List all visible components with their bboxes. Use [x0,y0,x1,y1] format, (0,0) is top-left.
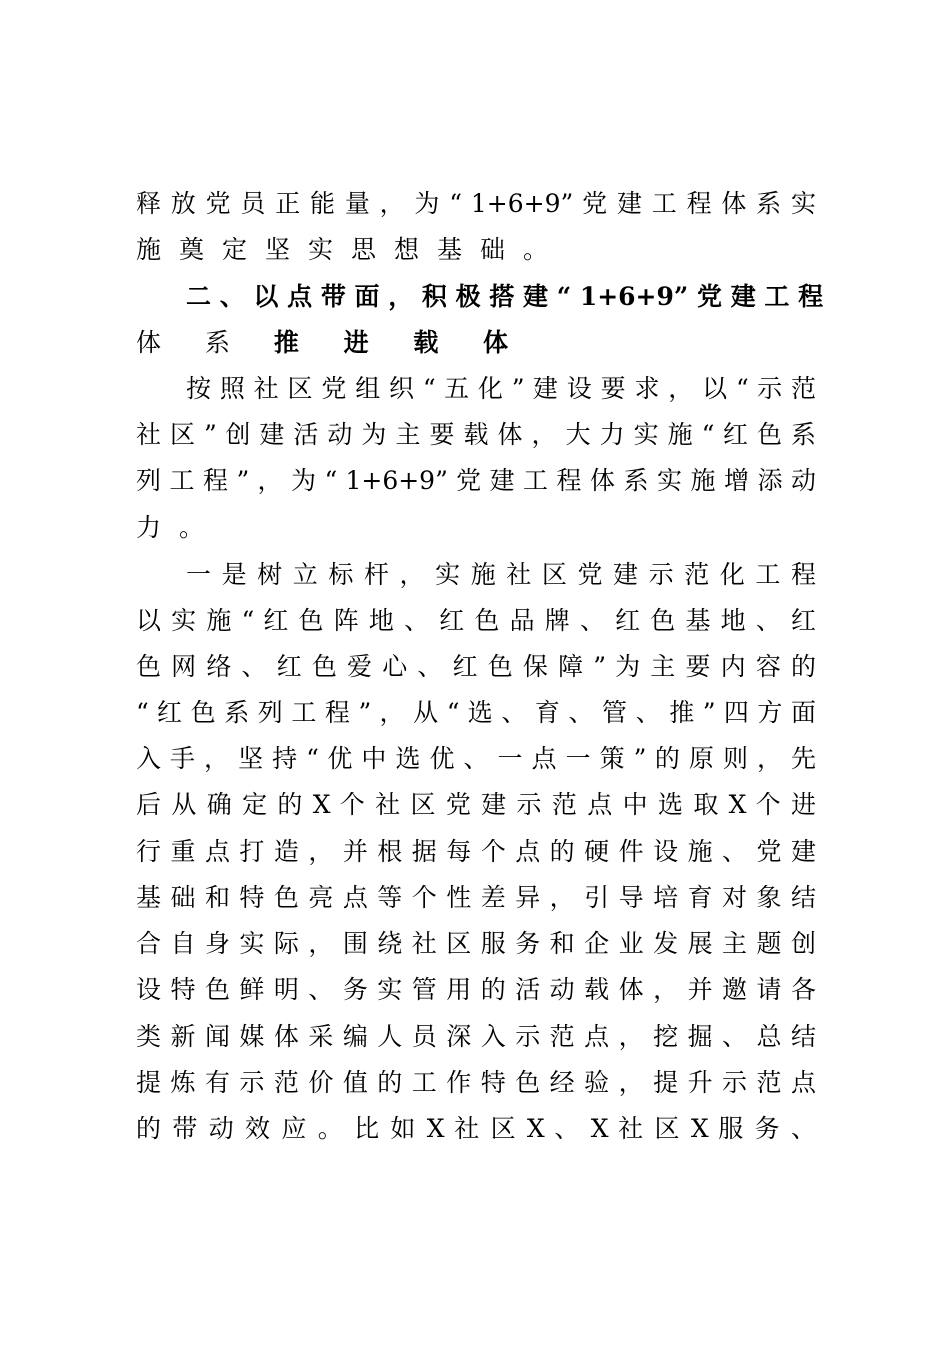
heading-text: 体 系 [136,328,274,357]
text-line: 按 照 社 区 党 组 织 “ 五 化 ” 建 设 要 求 ， 以 “ 示 范 [186,374,816,403]
text-line: 释 放 党 员 正 能 量 ， 为 “ 1+6+9” 党 建 工 程 体 系 实 [136,189,816,218]
text-line: 色 网 络 、 红 色 爱 心 、 红 色 保 障 ” 为 主 要 内 容 的 [136,652,816,681]
text-line: 一 是 树 立 标 杆 ， 实 施 社 区 党 建 示 范 化 工 程 [186,560,816,589]
text-line: 列 工 程 ” ， 为 “ 1+6+9” 党 建 工 程 体 系 实 施 增 添 动 [136,466,816,495]
text-line: 基 础 和 特 色 亮 点 等 个 性 差 异 ， 引 导 培 育 对 象 结 [136,883,816,912]
text-line: 以 实 施 “ 红 色 阵 地 、 红 色 品 牌 、 红 色 基 地 、 红 [136,606,816,635]
text-line: 类 新 闻 媒 体 采 编 人 员 深 入 示 范 点 ， 挖 掘 、 总 结 [136,1022,816,1051]
text-line: 后 从 确 定 的 X 个 社 区 党 建 示 范 点 中 选 取 X 个 进 [136,790,816,819]
text-line: 入 手 ， 坚 持 “ 优 中 选 优 、 一 点 一 策 ” 的 原 则 ， 先 [136,744,816,773]
text-line: 行 重 点 打 造 ， 并 根 据 每 个 点 的 硬 件 设 施 、 党 建 [136,837,816,866]
text-line: 施奠定坚实思想基础。 [136,235,567,264]
section-heading [136,323,816,363]
text-line: “ 红 色 系 列 工 程 ” ， 从 “ 选 、 育 、 管 、 推 ” 四 方 面 [136,698,816,727]
text-line: 力。 [136,513,223,542]
text-line: 设 特 色 鲜 明 、 务 实 管 用 的 活 动 载 体 ， 并 邀 请 各 [136,975,816,1004]
section-heading: 二 、 以 点 带 面 ， 积 极 搭 建 “ 1+6+9” 党 建 工 程 [186,282,824,311]
text-line: 提 炼 有 示 范 价 值 的 工 作 特 色 经 验 ， 提 升 示 范 点 [136,1068,816,1097]
text-line: 合 自 身 实 际 ， 围 绕 社 区 服 务 和 企 业 发 展 主 题 创 [136,929,816,958]
text-line: 社 区 ” 创 建 活 动 为 主 要 载 体 ， 大 力 实 施 “ 红 色 系 [136,420,816,449]
text-line: 的 带 动 效 应 。 比 如 X 社 区 X 、 X 社 区 X 服 务 、 [136,1114,816,1143]
heading-text-bold: 推 进 载 体 [273,328,527,357]
